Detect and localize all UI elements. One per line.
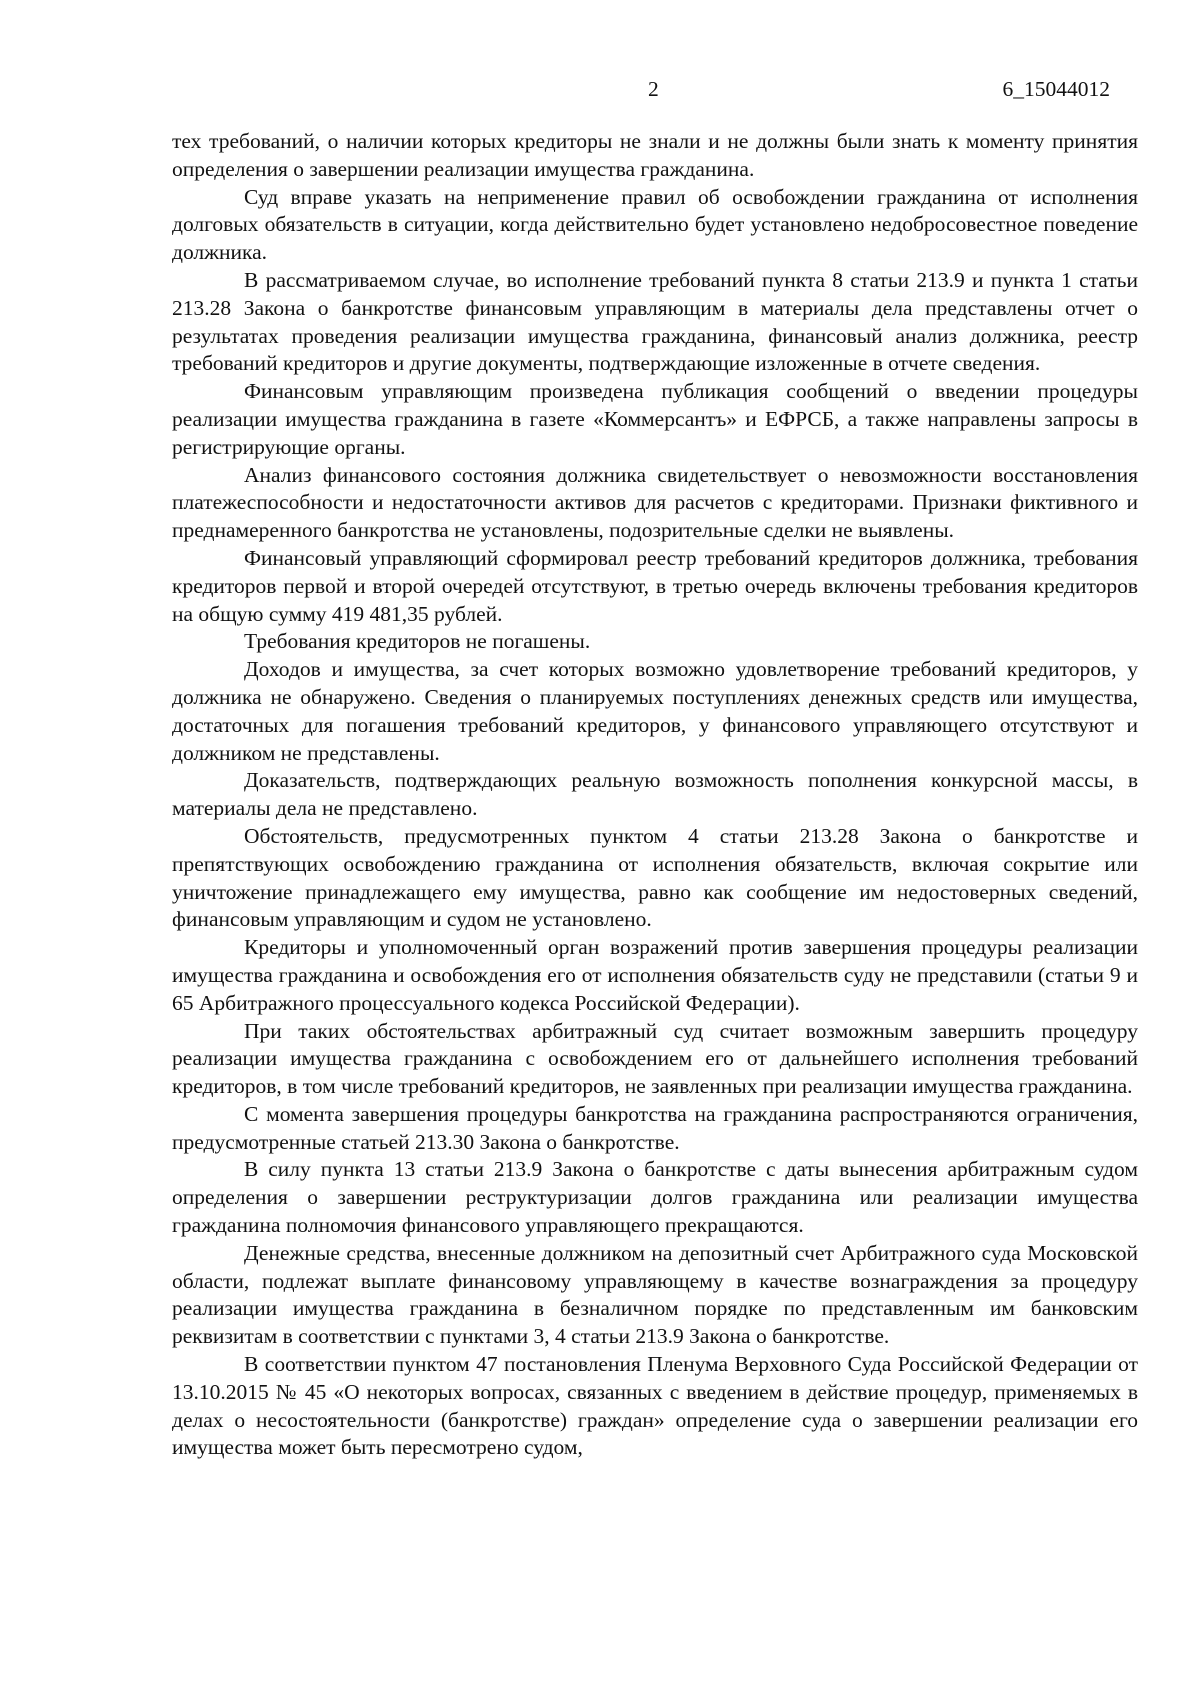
paragraph: Требования кредиторов не погашены. — [244, 629, 591, 654]
paragraph: При таких обстоятельствах арбитражный суд считает возможным завершить процедуру реализации имущества гражданина с освобождением его от дальнейшего исполнения требований кредиторов, в том числе требований кредиторов, не заявленных при реализации имущества гражданина. — [172, 1018, 1138, 1099]
paragraph: Финансовым управляющим произведена публикация сообщений о введении процедуры реализации имущества гражданина в газете «Коммерсантъ» и ЕФРСБ, а также направлены запросы в регистрирующие органы. — [172, 379, 1138, 459]
paragraph: В соответствии пунктом 47 постановления Пленума Верховного Суда Российской Федерации от 13.10.2015 № 45 «О некоторых вопросах, связанных с введением в действие процедур, применяемых в делах о несостоятельности (банкротстве) граждан» определение суда о завершении реализации его имущества может быть пересмотрено судом, — [172, 1352, 1138, 1460]
paragraph: С момента завершения процедуры банкротства на гражданина распространяются ограничения, предусмотренные статьей 213.30 Закона о банкротстве. — [172, 1101, 1138, 1154]
paragraph: тех требований, о наличии которых кредиторы не знали и не должны были знать к моменту принятия определения о завершении реализации имущества гражданина. — [172, 129, 1138, 181]
page-number: 2 — [648, 77, 659, 101]
document-body — [172, 128, 1138, 1462]
paragraph: Финансовый управляющий сформировал реестр требований кредиторов должника, требования кредиторов первой и второй очередей отсутствуют, в третью очередь включены требования кредиторов на общую сумму 419 481,35 рублей. — [172, 545, 1138, 626]
paragraph: В силу пункта 13 статьи 213.9 Закона о банкротстве с даты вынесения арбитражным судом определения о завершении реструктуризации долгов гражданина или реализации имущества гражданина полномочия финансового управляющего прекращаются. — [172, 1157, 1138, 1238]
paragraph: Обстоятельств, предусмотренных пунктом 4 статьи 213.28 Закона о банкротстве и препятствующих освобождению гражданина от исполнения обязательств, включая сокрытие или уничтожение принадлежащего ему имущества, равно как сообщение им недостоверных сведений, финансовым управляющим и судом не установлено. — [172, 823, 1138, 932]
paragraph: Доказательств, подтверждающих реальную возможность пополнения конкурсной массы, в материалы дела не представлено. — [172, 768, 1138, 821]
paragraph: Денежные средства, внесенные должником на депозитный счет Арбитражного суда Московской области, подлежат выплате финансовому управляющему в качестве вознаграждения за процедуру реализации имущества гражданина в безналичном порядке по представленным им банковским реквизитам в соответствии с пунктами 3, 4 статьи 213.9 Закона о банкротстве. — [172, 1240, 1138, 1349]
case-number: 6_15044012 — [1002, 77, 1110, 101]
paragraph: Анализ финансового состояния должника свидетельствует о невозможности восстановления платежеспособности и недостаточности активов для расчетов с кредиторами. Признаки фиктивного и преднамеренного банкротства не установлены, подозрительные сделки не выявлены. — [172, 462, 1138, 543]
paragraph: Доходов и имущества, за счет которых возможно удовлетворение требований кредиторов, у должника не обнаружено. Сведения о планируемых поступлениях денежных средств или имущества, достаточных для погашения требований кредиторов, у финансового управляющего отсутствуют и должником не представлены. — [172, 657, 1138, 765]
page-header — [172, 74, 1130, 104]
paragraph: Суд вправе указать на неприменение правил об освобождении гражданина от исполнения долговых обязательств в ситуации, когда действительно будет установлено недобросовестное поведение должника. — [172, 184, 1138, 265]
paragraph: Кредиторы и уполномоченный орган возражений против завершения процедуры реализации имущества гражданина и освобождения его от исполнения обязательств суду не представили (статьи 9 и 65 Арбитражного процессуального кодекса Российской Федерации). — [172, 935, 1138, 1015]
paragraph: В рассматриваемом случае, во исполнение требований пункта 8 статьи 213.9 и пункта 1 статьи 213.28 Закона о банкротстве финансовым управляющим в материалы дела представлены отчет о результатах проведения реализации имущества гражданина, финансовый анализ должника, реестр требований кредиторов и другие документы, подтверждающие изложенные в отчете сведения. — [172, 267, 1138, 376]
